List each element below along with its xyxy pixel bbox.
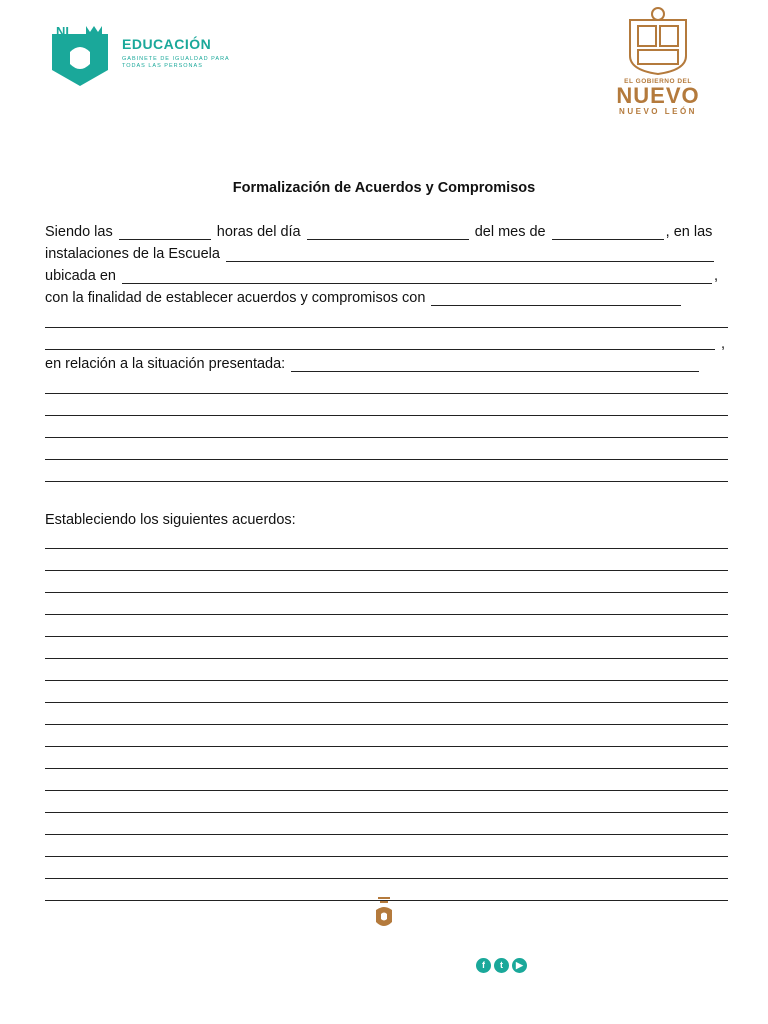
education-logo (48, 24, 238, 90)
blank-line[interactable] (45, 393, 728, 394)
school-line (45, 246, 728, 262)
hour-blank[interactable] (119, 225, 211, 240)
document-title: Formalización de Acuerdos y Compromisos (232, 180, 536, 196)
text-siendo-las: Siendo las (45, 224, 113, 240)
agreement-line[interactable] (45, 812, 728, 813)
agreement-line[interactable] (45, 592, 728, 593)
agreement-line[interactable] (45, 878, 728, 879)
text-horas-del-dia: horas del día (216, 224, 301, 240)
agreement-line[interactable] (45, 614, 728, 615)
situation-line (45, 356, 728, 372)
location-blank[interactable] (122, 269, 712, 284)
education-subtitle: GABINETE DE IGUALDAD PARA TODAS LAS PERSONAS (122, 56, 230, 69)
youtube-icon[interactable]: ▶ (512, 958, 527, 973)
education-title: EDUCACIÓN (122, 36, 212, 52)
nl-badge-text: NL (56, 24, 74, 39)
agreement-line[interactable] (45, 636, 728, 637)
government-logo (598, 6, 718, 116)
text-situacion: en relación a la situación presentada: (45, 356, 286, 372)
agreement-line[interactable] (45, 790, 728, 791)
blank-line[interactable] (45, 437, 728, 438)
purpose-line (45, 290, 728, 306)
facebook-icon[interactable]: f (476, 958, 491, 973)
blank-line[interactable] (45, 481, 728, 482)
twitter-icon[interactable]: t (494, 958, 509, 973)
location-line (45, 268, 728, 284)
school-blank[interactable] (226, 247, 714, 262)
text-comma: , (713, 268, 719, 284)
state-name: NUEVO LEÓN (619, 107, 697, 116)
education-shield-icon (48, 24, 112, 88)
text-en-las: , en las (665, 224, 713, 240)
month-blank[interactable] (552, 225, 664, 240)
agreement-line[interactable] (45, 702, 728, 703)
situation-blank[interactable] (291, 357, 699, 372)
text-del-mes-de: del mes de (474, 224, 546, 240)
line-end-comma: , (721, 336, 726, 352)
blank-line[interactable] (45, 459, 728, 460)
agreement-line[interactable] (45, 856, 728, 857)
agreements-label: Estableciendo los siguientes acuerdos: (45, 512, 296, 528)
agreement-line[interactable] (45, 570, 728, 571)
agreement-line[interactable] (45, 834, 728, 835)
government-label: EL GOBIERNO DEL (624, 78, 692, 85)
text-finalidad: con la finalidad de establecer acuerdos y compromisos con (45, 290, 426, 306)
agreement-line[interactable] (45, 724, 728, 725)
government-name: NUEVO (616, 83, 700, 108)
agreement-line[interactable] (45, 548, 728, 549)
blank-line[interactable] (45, 327, 728, 328)
agreement-line[interactable] (45, 768, 728, 769)
footer-logo-icon (372, 896, 396, 932)
agreement-line[interactable] (45, 658, 728, 659)
text-instalaciones: instalaciones de la Escuela (45, 246, 220, 262)
parties-blank[interactable] (431, 291, 681, 306)
day-blank[interactable] (307, 225, 469, 240)
blank-line[interactable] (45, 415, 728, 416)
coat-of-arms-icon (624, 6, 692, 76)
agreement-line[interactable] (45, 746, 728, 747)
blank-line[interactable] (45, 349, 715, 350)
agreement-line[interactable] (45, 680, 728, 681)
time-date-line (45, 224, 728, 240)
text-ubicada-en: ubicada en (45, 268, 116, 284)
